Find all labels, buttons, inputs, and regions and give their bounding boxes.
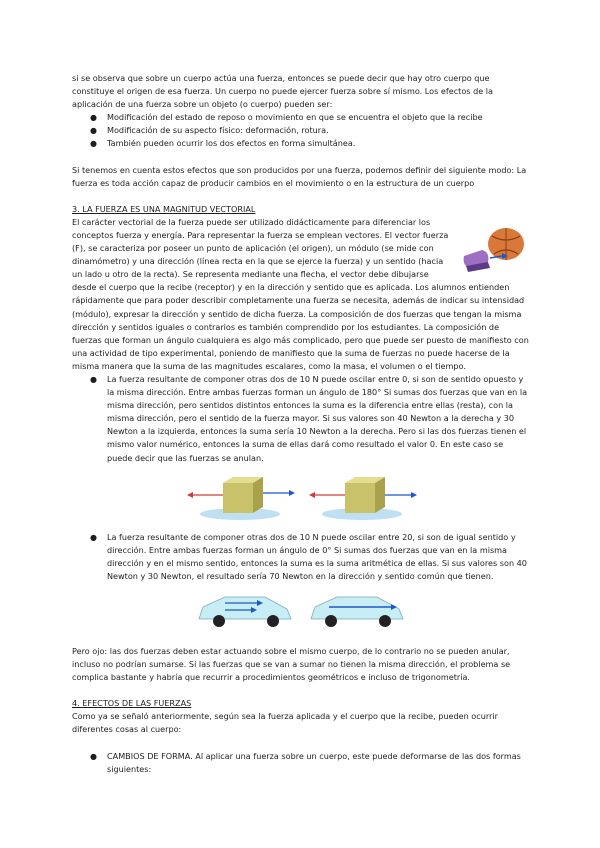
warning-paragraph: Pero ojo: las dos fuerzas deben estar actuando sobre el mismo cuerpo, de lo contrario no se pueden anular, incluso no podrían sumarse. Si las fuerzas que se van a sumar no tienen la misma dirección, el problema se complica bastante y habría que recurrir a procedimientos geométricos e incluso de trigonometría. bbox=[72, 646, 511, 683]
section-3-heading: 3. LA FUERZA ES UNA MAGNITUD VECTORIAL bbox=[72, 203, 256, 214]
bullet-icon: ● bbox=[90, 113, 97, 123]
effects-list bbox=[72, 111, 530, 150]
forces-list-opposite bbox=[72, 373, 530, 465]
intro-paragraph: si se observa que sobre un cuerpo actúa una fuerza, entonces se puede decir que hay otro cuerpo que constituye el origen de esa fuerza. Un cuerpo no puede ejercer fuerza sobre sí mismo. Los efectos de la aplicación de una fuerza sobre un objeto (o cuerpo) pueden ser: bbox=[72, 73, 493, 110]
definition-paragraph: Si tenemos en cuenta estos efectos que son producidos por una fuerza, podemos definir del siguiente modo: La fuerza es toda acción capaz de producir cambios en el movimiento o en la estructura de un cuerpo bbox=[72, 164, 527, 188]
bullet-icon: ● bbox=[90, 374, 97, 384]
bullet-icon: ● bbox=[90, 532, 97, 542]
list-item: ● También pueden ocurrir los dos efectos en forma simultánea. bbox=[72, 137, 530, 150]
bullet-icon: ● bbox=[90, 139, 97, 149]
list-item: ● La fuerza resultante de componer otras dos de 10 N puede oscilar entre 20, si son de igual sentido y dirección. Entre ambas fuerzas forman un ángulo de 0° Si sumas dos fuerzas que van en la misma dirección y en el mismo sentido, entonces la suma es la suma aritmética de ellas. Si sus valores son 40 Newton y 30 Newton, el resultado sería 70 Newton en la dirección y sentido común que tienen. bbox=[90, 531, 527, 581]
same-direction-forces-figure bbox=[72, 589, 530, 631]
forces-list-same bbox=[72, 531, 530, 583]
car-forces-diagram-1 bbox=[195, 589, 295, 631]
opposite-forces-figure bbox=[72, 471, 530, 521]
list-item: ● La fuerza resultante de componer otras dos de 10 N puede oscilar entre 0, si son de sentido opuesto y la misma dirección. Entre ambas fuerzas forman un ángulo de 180° Si sumas dos fuerzas que van en la misma dirección, pero sentidos distintos entonces la suma es la diferencia entre ellas (resta), con la misma dirección, pero el sentido de la fuerza mayor. Si sus valores son 40 Newton a la derecha y 30 Newton a la izquierda, entonces la suma sería 10 Newton a la derecha. Pero si las dos fuerzas tienen el mismo valor numérico, entonces la suma de ellas dará como resultado el valor 0. En este caso se puede decir que las fuerzas se anulan. bbox=[90, 373, 528, 463]
list-item: ● Modificación del estado de reposo o movimiento en que se encuentra el objeto que la recibe bbox=[72, 111, 530, 124]
bullet-icon: ● bbox=[90, 126, 97, 136]
section-4-heading: 4. EFECTOS DE LAS FUERZAS bbox=[72, 698, 192, 709]
kicking-ball-illustration bbox=[460, 222, 530, 280]
list-item: ● Modificación de su aspecto físico: deformación, rotura. bbox=[72, 124, 530, 137]
list-item: ● CAMBIOS DE FORMA. Al aplicar una fuerza sobre un cuerpo, este puede deformarse de las dos formas siguientes: bbox=[90, 750, 521, 774]
document-page bbox=[72, 72, 530, 776]
bullet-icon: ● bbox=[90, 751, 97, 761]
box-forces-diagram-2 bbox=[307, 471, 417, 521]
car-forces-diagram-2 bbox=[307, 589, 407, 631]
section-3-paragraph: El carácter vectorial de la fuerza puede ser utilizado didácticamente para diferenciar los conceptos fuerza y energía. Para representar la fuerza se emplean vectores. El vector fuerza (F), se caracteriza por poseer un punto de aplicación (el origen), un módulo (se mide con dinamómetro) y una dirección (línea recta en la que se ejerce la fuerza) y un sentido (hacia un lado u otro de la recta). Se representa mediante una flecha, el vector debe dibujarse desde el cuerpo que la recibe (receptor) y en la dirección y sentido que es aplicada. Los alumnos entienden rápidamente que para poder describir completamente una fuerza se necesita, además de indicar su intensidad (módulo), expresar la dirección y sentido de dicha fuerza. La composición de dos fuerzas que tengan la misma dirección y sentidos iguales o contrarios es también comprendido por los estudiantes. La composición de fuerzas que forman un ángulo cualquiera es algo más complicado, pero que puede ser puesto de manifiesto con una actividad de tipo experimental, poniendo de manifiesto que la suma de fuerzas no puede hacerse de la misma manera que la suma de las magnitudes escalares, como la masa, el volumen o el tiempo. bbox=[72, 216, 529, 371]
effects-types-list bbox=[72, 750, 530, 776]
box-forces-diagram-1 bbox=[185, 471, 295, 521]
section-4-paragraph: Como ya se señaló anteriormente, según sea la fuerza aplicada y el cuerpo que la recibe, pueden ocurrir diferentes cosas al cuerpo: bbox=[72, 711, 498, 735]
